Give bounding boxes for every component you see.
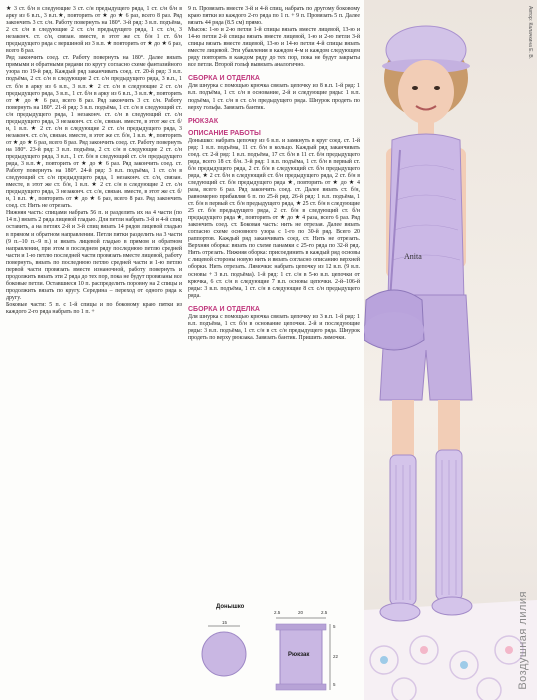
section-heading: РЮКЗАК [188,117,219,125]
text-paragraph: Нижняя часть: спицами набрать 56 п. и разделить их на 4 части (по 14 п.) вязать 2 ряда лицевой гладью. Для петли набрать 3-й и 4-й спиц оставить, а на петлях 2-й и 3-й спиц вязать 14 рядов лицевой гладью в прямом и обратном направлении. Петли пятки разделить на 3 части (9 п.–10 п.–9 п.) и вязать лицевой гладью в прямом и обратном направлении, при этом в последнем ряду последнюю петлю средней части и 1-ю петлю последней части провязать вместе лицевой, работу повернуть, вязать по последнюю петлю средней части и 1-ю петлю первой части провязать вместе изнаночной, работу повернуть и продолжить вязать эти 2 ряда до тех пор, пока не будут провязаны все боковые петли. Оставшиеся 10 п. распределить поровну на 2 спицы и продолжить вязать по кругу. Середина – переход от одного ряда к другу. [6,210,182,301]
text-paragraph: Донышко: набрать цепочку из 6 в.п. и замкнуть в круг соед. ст. 1-й ряд: 1 в.п. подъёма, 11 ст. б/н в кольцо. Каждый ряд заканчивать соед. ст. 2-й ряд: 1 в.п. подъёма, 17 ст. б/н в 11 ст. б/н предыдущего ряда, всего 18 ст. б/н. 3-й ряд: 1 в.п. подъёма, 1 ст. б/н в первый ст. б/н предыдущего ряда, 2 ст. б/н в следующий ст. б/н предыдущего ряда, ★ 2 ст. б/н в следующий ст. б/н предыдущего ряда, 2 ст. б/н в следующий ст. б/н предыдущего ряда ★, повторить от ★ до ★ 4 раза, всего 6 раз. Ряд закончить соед. ст. Далее вязать ст. б/н, равномерно прибавляя 6 п. по 25-й ряд. 26-й ряд: 1 в.п. подъёма, 1 ст. б/н в первый ст. б/н предыдущего ряда, ★ 25 ст. б/н в следующие 25 ст. б/н предыдущего ряда, 2 ст. б/н в следующий ст. б/н предыдущего ряда ★, повторить от ★ до ★ 4 раза, всего 6 раз. Ряд закончить соед. ст. Боковая часть: нить не отрезая. Далее вязать согласно схеме основного узора с 1-го по 30-й ряд. Всего 20 раппортов. Каждый ряд заканчивать соед. ст. Нить не отрезать. Верхняя оборка: вязать по схеме панамки с 25-го ряда по 32-й ряд. Нить отрезать. Нижняя оборка: присоединить в каждый ряд основы с лицевой стороны новую нить и вязать согласно описанию верхней оборки. Нить отрезать. Лямочки: набрать цепочку из 12 в.п. (9 в.п. основы + 3 в.п. подъёма). 1-й ряд: 1 ст. с/н в 5-ю в.п. цепочки от крючка, 6 ст. с/н в следующие 7 в.п. основы цепочки. 2-й–106-й ряды: 3 в.п. подъёма, 1 ст. с/н в следующие 8 ст. с/н предыдущего ряда. [188,137,360,299]
text-paragraph: ★ 3 ст. б/н в следующие 3 ст. с/н предыдущего ряда, 1 ст. с/н б/н в арку из 6 в.п., 3 в.п.★, повторить от ★ до ★ 6 раз, всего 8 раз. Ряд закончить 3 ст. с/н. Работу повернуть на 180°. 3-й ряд: 3 в.п. подъёма, 2 ст. с/н в следующие 2 ст. с/н предыдущего ряда, 1 ст. с/н, 3 незаконч. ст. с/н, связан. вместе, в этот же ст. б/н 1 ст. б/н предыдущего ряда с вершиной из 3 в.п. ★ повторить от ★ до ★ 6 раз, всего 8 раз. [6,6,183,55]
dimension-label: 2.5 [321,610,328,615]
dimension-label: 5 [333,682,336,687]
section-subheading: ОПИСАНИЕ РАБОТЫ [188,129,261,137]
photo-illustration [364,0,537,700]
section-heading: СБОРКА И ОТДЕЛКА [188,305,260,313]
text-paragraph: 9 п. Провязать вместе 3-й и 4-й спиц, набрать по другому боковому краю пятки из каждого 2-го ряда по 1 п. + 9 п. Провязать 5 п. Далее вязать 44 ряда (8.5 см) прямо. [188,6,360,27]
text-paragraph: Боковые части: 5 п. с 1-й спицы и по боковому краю пятки из каждого 2-го ряда набрать по 1 п. + [6,301,182,316]
dimension-label: 22 [333,654,339,659]
shirt-lettering: Anita [404,252,422,261]
bottom-circle-shape [202,632,246,676]
pattern-diagrams [188,602,360,696]
dimension-label: 2.5 [274,610,281,615]
text-paragraph: Для шнурка с помощью крючка связать цепочку из 8 в.п. 1-й ряд: 1 в.п. подъёма, 1 ст. с/н в основание, 2-й и следующие ряды: 1 в.п. подъёма, 1 ст. с/н в ст. с/н предыдущего ряда. Шнурок продеть по верху гольфа. Завязать бантик. [188,83,360,111]
dimension-label: 20 [298,610,304,615]
instructions-column-1 [6,6,182,316]
text-paragraph: Ряд закончить соед. ст. Работу повернуть на 180°. Далее вязать прямыми и обратными рядами по кругу согласно схеме фантазийного узора по 19-й ряд. Каждый ряд заканчивать соед. ст. 20-й ряд: 3 в.п. подъёма, 2 ст. с/н в следующие 2 ст. с/н предыдущего ряда, 3 в.п., 1 ст. б/н в арку из 6 в.п., 3 в.п.★ 2 ст. с/н в следующие 2 ст. с/н предыдущего ряда, 3 в.п., 1 ст. б/н в арку из 6 в.п., 3 в.п.★, повторить от ★ до ★ 6 раз, всего 8 раз. Ряд закончить 3 ст. с/н. Работу повернуть на 180°. 21-й ряд: 3 в.п. подъёма, 1 ст. с/н в следующий ст. с/н предыдущего ряда, 1 незаконч. ст. с/н в следующий ст. с/н предыдущего ряда, 3 незаконч. ст. с/н, связан. вместе, в этот же ст. б/н, 1 в.п. ★ 2 ст. с/н в следующие 2 ст. с/н предыдущего ряда, 3 незаконч. ст. с/н, связан. вместе, в этот же ст. б/н, 1 в.п. ★, повторить от ★ до ★ 6 раз, всего 8 раз. Ряд закончить соед. ст. Работу повернуть на 180°. 23-й ряд: 3 в.п. подъёма, 2 ст. с/н в следующие 2 ст. с/н предыдущего ряда, 3 в.п., 1 ст. б/н в следующий ст. с/н предыдущего ряда, 3 в.п.★, повторить от ★ до ★ 6 раз. Ряд закончить соед. ст. Работу повернуть на 180°. 24-й ряд: 3 в.п. подъёма, 1 ст. с/н в следующий ст. с/н предыдущего ряда, 1 незаконч. ст. с/н, связан. вместе, в этот же ст. б/н, 1 в.п. ★ 2 ст. с/н в следующие 2 ст. с/н предыдущего ряда, 3 незаконч. ст. с/н, связан. вместе, в этот же ст. б/н, 1 в.п. ★, повторить от ★ до ★ 6 раз, всего 8 раз. Ряд закончить соед. ст. Нить не отрезать. [6,55,182,210]
dimension-label: 5 [333,624,336,629]
author-credit: Автор: Калачкина Е. В. [527,6,533,60]
bottom-dimension: 15 [222,620,228,625]
child-outfit-photo [364,0,537,700]
instructions-column-2 [188,6,360,342]
bottom-diagram-label: Донышко [216,604,245,610]
text-paragraph: Мысок: 1-ю и 2-ю петли 1-й спицы вязать вместе лицевой, 13-ю и 14-ю петли 2-й спицы вязать вместе лицевой, 1-ю и 2-ю петли 3-й спицы вязать вместе лицевой, 13-ю и 14-ю петли 4-й спицы вязать вместе лицевой. Эти убавления в каждом 4-м и каждом следующем ряду повторять в каждом ряду до тех пор, пока не будут закрыты все петли. Второй гольф вывязать аналогично. [188,27,360,69]
text-paragraph: Для шнурка с помощью крючка связать цепочку из 3 в.п. 1-й ряд: 1 в.п. подъёма, 1 ст. б/н в основание цепочки. 2-й и последующие ряды: 3 в.п. подъёма, 1 ст. с/н в ст. с/н предыдущего ряда. Шнурок продеть по верху рюкзака. Завязать бантик. Пришить лямочки. [188,313,360,341]
section-heading: СБОРКА И ОТДЕЛКА [188,75,260,83]
backpack-diagram-label: Рюкзак [288,652,310,658]
watermark: Воздушная лилия [517,591,529,690]
